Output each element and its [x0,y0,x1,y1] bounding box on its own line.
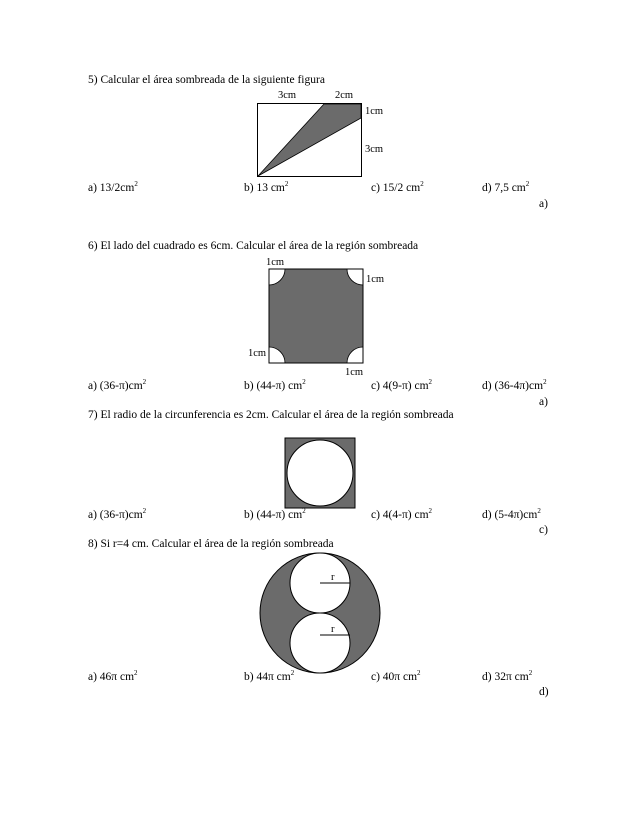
q6-label-bottom: 1cm [345,367,364,377]
q5-figure [250,85,390,185]
q8-option-d: d) 32π $cm^2$ [482,669,533,683]
q8-lower-circle [290,613,350,673]
q6-answer: a) [539,396,548,408]
q6-option-d: d) $(36-4\pi)cm^2$ [482,378,547,392]
q5-option-b: b) 13 $cm^2$ [244,180,289,194]
q7-answer: c) [539,524,548,536]
q7-option-d: d) $(5-4\pi)cm^2$ [482,507,541,521]
q6-option-a: a) $(36-\pi)cm^2$ [88,378,147,392]
q7-option-a: a) $(36-\pi)cm^2$ [88,507,147,521]
q6-label-left: 1cm [248,348,267,359]
q5-label-2cm-top: 2cm [335,90,354,101]
q7-circle [287,440,353,506]
q5-label-3cm-top: 3cm [278,90,297,101]
q7-statement: 7) El radio de la circunferencia es 2cm. Calcular el área de la región sombreada [88,409,454,421]
q5-answer: a) [539,198,548,210]
q8-option-b: b) 44π $cm^2$ [244,669,295,683]
q7-option-b: b) (44-π) $cm^2$ [244,507,306,521]
q5-statement: 5) Calcular el área sombreada de la siguiente figura [88,74,325,86]
q6-label-right: 1cm [366,274,385,285]
q8-figure [258,551,382,675]
q6-option-b: b) (44-π) $cm^2$ [244,378,306,392]
q6-figure [245,255,395,377]
q5-option-a: a) $13/2cm^2$ [88,180,138,194]
q5-option-c: c) 15/2 $cm^2$ [371,180,424,194]
q6-label-top: 1cm [266,257,285,268]
q5-label-1cm-right: 1cm [365,106,384,117]
q8-option-a: a) 46π $cm^2$ [88,669,138,683]
q6-statement: 6) El lado del cuadrado es 6cm. Calcular el área de la región sombreada [88,240,419,252]
q5-label-3cm-right: 3cm [365,144,384,155]
q6-option-c: c) 4(9-π) $cm^2$ [371,378,433,392]
q8-label-r-top: r [331,572,335,583]
q7-option-c: c) 4(4-π) $cm^2$ [371,507,433,521]
q8-statement: 8) Si r=4 cm. Calcular el área de la región sombreada [88,538,334,550]
q7-figure [284,437,356,509]
q6-shaded-square [269,269,363,363]
q8-label-r-bottom: r [331,624,335,635]
q8-option-c: c) 40π $cm^2$ [371,669,421,683]
q5-option-d: d) 7,5 $cm^2$ [482,180,530,194]
q8-answer: d) [539,686,549,698]
